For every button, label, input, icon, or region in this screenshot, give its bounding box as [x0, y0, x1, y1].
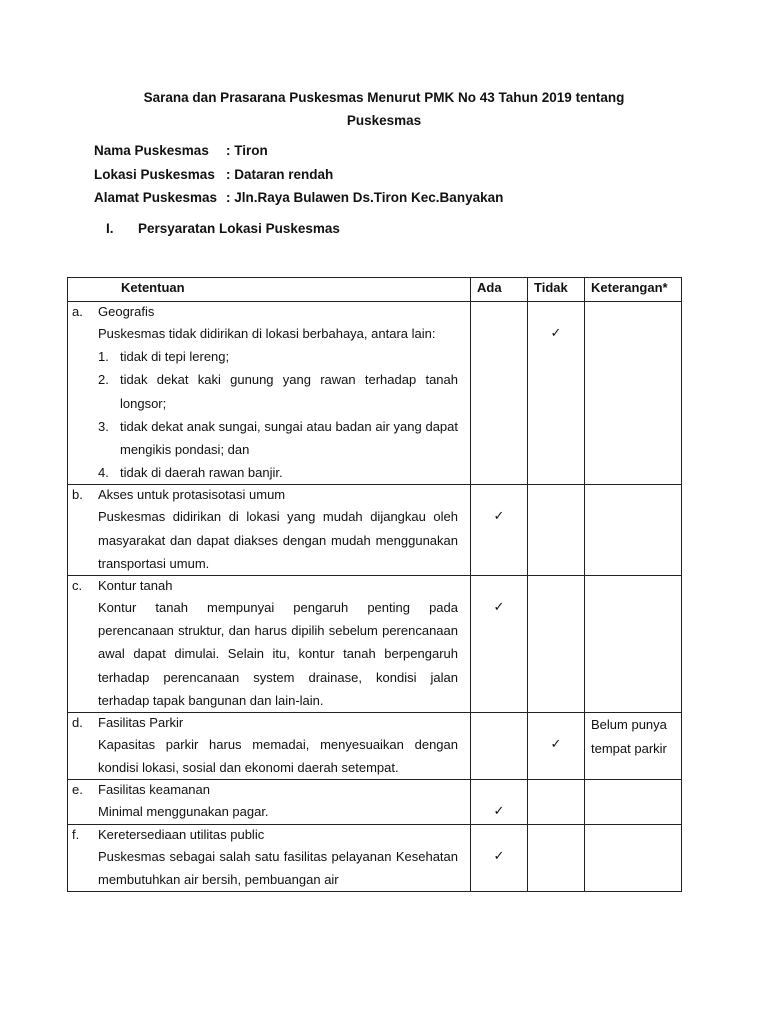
row-description: Puskesmas sebagai salah satu fasilitas pelayanan Kesehatan membutuhkan air bersih, pembuangan air [98, 848, 458, 887]
info-value: : Tiron [226, 143, 268, 158]
table-row [68, 780, 682, 824]
section-title: Persyaratan Lokasi Puskesmas [138, 221, 340, 236]
row-letter: f. [72, 826, 80, 842]
ada-cell [471, 824, 528, 891]
table-row [68, 485, 682, 576]
tidak-cell [528, 824, 585, 891]
tidak-cell [528, 576, 585, 713]
check-icon: ✓ [550, 326, 562, 341]
check-icon: ✓ [493, 848, 505, 864]
check-icon: ✓ [493, 600, 505, 616]
ketentuan-cell [68, 485, 471, 576]
info-label: Nama Puskesmas [94, 143, 209, 158]
title-line-2: Puskesmas [346, 113, 422, 128]
document-title [0, 86, 768, 132]
info-row-nama [94, 141, 503, 165]
table-row [68, 576, 682, 713]
title-line-1: Sarana dan Prasarana Puskesmas Menurut PMK No 43 Tahun 2019 tentang [143, 90, 625, 105]
row-heading: Kontur tanah [98, 578, 173, 594]
row-description: Kapasitas parkir harus memadai, menyesuaikan dengan kondisi lokasi, sosial dan ekonomi daerah setempat. [98, 737, 458, 776]
keterangan-cell [585, 485, 682, 576]
keterangan-cell [585, 824, 682, 891]
keterangan-cell [585, 780, 682, 824]
ada-cell [471, 576, 528, 713]
info-value: : Jln.Raya Bulawen Ds.Tiron Kec.Banyakan [226, 190, 504, 205]
list-item: 1. tidak di tepi lereng; [98, 349, 230, 365]
list-item: 3. tidak dekat anak sungai, sungai atau badan air yang dapat mengikis pondasi; dan [98, 418, 458, 458]
check-icon: ✓ [493, 804, 505, 820]
ketentuan-cell [68, 780, 471, 824]
info-label: Lokasi Puskesmas [94, 166, 215, 182]
row-letter: c. [72, 578, 83, 594]
row-heading: Fasilitas keamanan [98, 782, 210, 798]
table-header-row [68, 278, 682, 302]
ketentuan-cell [68, 824, 471, 891]
ketentuan-cell [68, 302, 471, 485]
header-ada: Ada [471, 278, 528, 302]
puskesmas-info [94, 141, 503, 212]
list-item: 4. tidak di daerah rawan banjir. [98, 465, 283, 481]
row-description: Kontur tanah mempunyai pengaruh penting pada perencanaan struktur, dan harus dipilih sebelum perencanaan awal dapat dimulai. Selain itu, kontur tanah berpengaruh terhadap perencanaan system drainase, kondisi jalan terhadap tapak bangunan dan lain-lain. [98, 600, 458, 708]
ada-cell [471, 713, 528, 780]
row-heading: Geografis [98, 304, 155, 319]
tidak-cell [528, 302, 585, 485]
section-number: I. [106, 221, 114, 236]
row-letter: e. [72, 782, 83, 798]
check-icon: ✓ [493, 509, 505, 525]
check-icon: ✓ [550, 737, 562, 753]
keterangan-cell [585, 576, 682, 713]
header-tidak: Tidak [528, 278, 585, 302]
row-description: Puskesmas tidak didirikan di lokasi berbahaya, antara lain: [98, 326, 436, 341]
row-letter: b. [72, 487, 83, 503]
table-row [68, 824, 682, 891]
ada-cell [471, 780, 528, 824]
criteria-list [68, 345, 470, 484]
requirements-table [67, 277, 682, 892]
info-label: Alamat Puskesmas [94, 190, 218, 205]
row-heading: Akses untuk protasisotasi umum [98, 487, 286, 503]
table-row [68, 302, 682, 485]
tidak-cell [528, 485, 585, 576]
info-row-alamat [94, 188, 503, 212]
ada-cell [471, 302, 528, 485]
tidak-cell [528, 713, 585, 780]
header-ketentuan: Ketentuan [68, 278, 471, 302]
ketentuan-cell [68, 576, 471, 713]
header-keterangan: Keterangan* [585, 278, 682, 302]
section-heading [106, 219, 340, 239]
row-letter: a. [72, 304, 83, 319]
ketentuan-cell [68, 713, 471, 780]
tidak-cell [528, 780, 585, 824]
table-row [68, 713, 682, 780]
info-row-lokasi [94, 165, 503, 189]
row-letter: d. [72, 715, 83, 731]
list-item: 2. tidak dekat kaki gunung yang rawan terhadap tanah longsor; [98, 372, 458, 411]
row-heading: Keretersediaan utilitas public [98, 826, 265, 842]
row-heading: Fasilitas Parkir [98, 715, 184, 731]
info-value: : Dataran rendah [226, 166, 334, 182]
row-description: Minimal menggunakan pagar. [98, 804, 269, 820]
ada-cell [471, 485, 528, 576]
keterangan-cell: Belum punya tempat parkir [585, 713, 682, 780]
keterangan-cell [585, 302, 682, 485]
row-description: Puskesmas didirikan di lokasi yang mudah dijangkau oleh masyarakat dan dapat diakses dengan mudah menggunakan transportasi umum. [98, 509, 458, 571]
